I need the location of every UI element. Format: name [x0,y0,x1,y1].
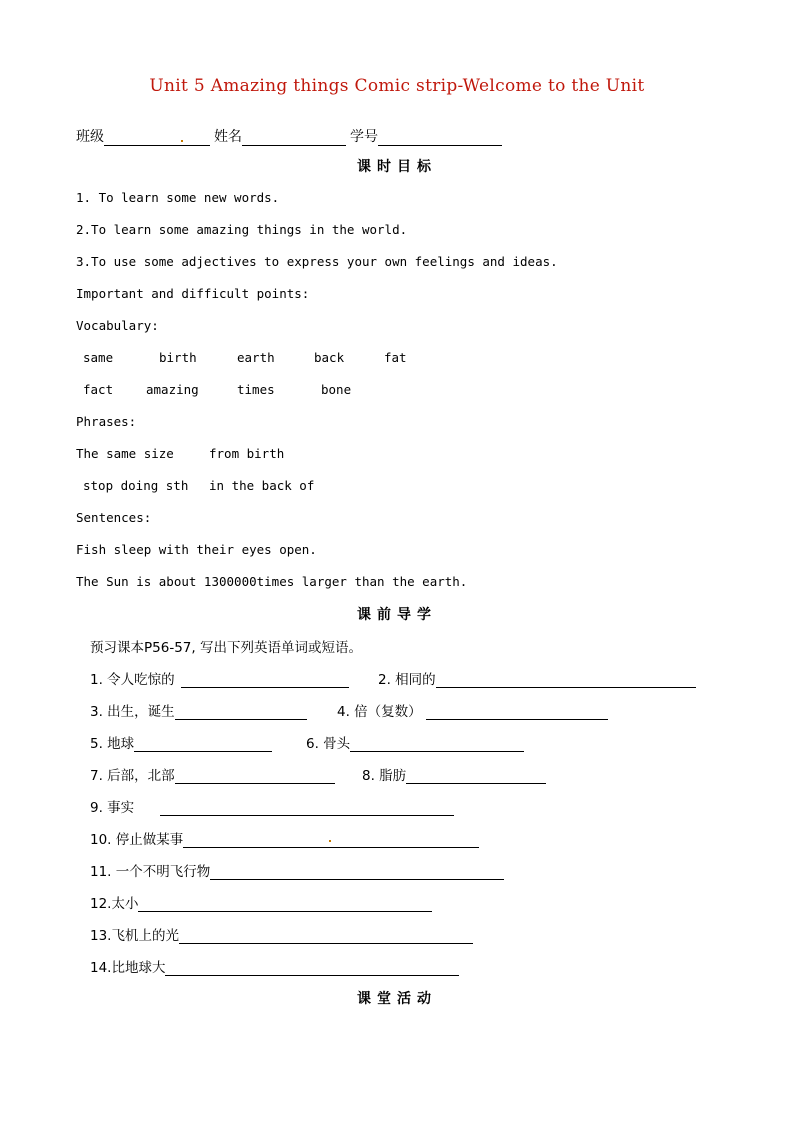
vocab-word: times [237,382,275,397]
answer-blank[interactable] [183,831,479,848]
question-7: 7. 后部，北部 [90,764,335,784]
question-1: 1. 令人吃惊的 [90,668,349,688]
preview-instruction: 预习课本P56-57, 写出下列英语单词或短语。 [90,640,362,656]
vocab-word: same [83,350,114,365]
section-heading-preview: 课前导学 [357,607,437,623]
vocab-word: back [314,350,345,365]
objective-1: 1. To learn some new words. [76,190,280,205]
answer-blank[interactable] [406,767,546,784]
question-3: 3. 出生，诞生 [90,700,307,720]
class-label: 班级 [76,129,104,145]
answer-blank[interactable] [426,703,608,720]
answer-blank[interactable] [165,959,459,976]
question-8: 8. 脂肪 [362,764,546,784]
vocab-word: earth [237,350,275,365]
vocab-word: amazing [146,382,199,397]
section-heading-classroom: 课堂活动 [357,991,437,1007]
vocab-word: bone [321,382,352,397]
name-label: 姓名 [214,129,242,145]
vocab-word: fat [384,350,407,365]
phrase: The same size [76,446,174,461]
answer-blank[interactable] [175,767,335,784]
answer-blank[interactable] [134,735,272,752]
phrases-label: Phrases: [76,414,137,429]
objective-3: 3.To use some adjectives to express your own feelings and ideas. [76,254,558,269]
question-5: 5. 地球 [90,732,272,752]
vocab-word: fact [83,382,114,397]
sentences-label: Sentences: [76,510,152,525]
answer-blank[interactable] [160,799,454,816]
answer-blank[interactable] [138,895,432,912]
question-14: 14.比地球大 [90,956,459,976]
class-blank[interactable] [104,129,210,146]
question-2: 2. 相同的 [378,668,696,688]
question-13: 13.飞机上的光 [90,924,473,944]
answer-blank[interactable] [181,671,349,688]
section-heading-objectives: 课时目标 [357,159,437,175]
answer-blank[interactable] [179,927,473,944]
sentence: The Sun is about 1300000times larger than the earth. [76,574,468,589]
sentence: Fish sleep with their eyes open. [76,542,317,557]
answer-blank[interactable] [350,735,524,752]
question-12: 12.太小 [90,892,432,912]
question-6: 6. 骨头 [306,732,524,752]
answer-blank[interactable] [436,671,696,688]
phrase: stop doing sth [83,478,189,493]
question-9: 9. 事实 [90,796,454,816]
worksheet-title: Unit 5 Amazing things Comic strip-Welcome to the Unit [149,76,645,96]
name-blank[interactable] [242,129,346,146]
stray-dot [181,140,183,142]
stray-dot [329,840,331,842]
question-4: 4. 倍（复数） [337,700,608,720]
number-blank[interactable] [378,129,502,146]
student-info-row [76,126,506,146]
answer-blank[interactable] [175,703,307,720]
phrase: from birth [209,446,285,461]
points-label: Important and difficult points: [76,286,310,301]
phrase: in the back of [209,478,315,493]
question-11: 11. 一个不明飞行物 [90,860,504,880]
answer-blank[interactable] [210,863,504,880]
vocabulary-label: Vocabulary: [76,318,159,333]
question-10: 10. 停止做某事 [90,828,479,848]
objective-2: 2.To learn some amazing things in the world. [76,222,408,237]
number-label: 学号 [350,129,378,145]
vocab-word: birth [159,350,197,365]
